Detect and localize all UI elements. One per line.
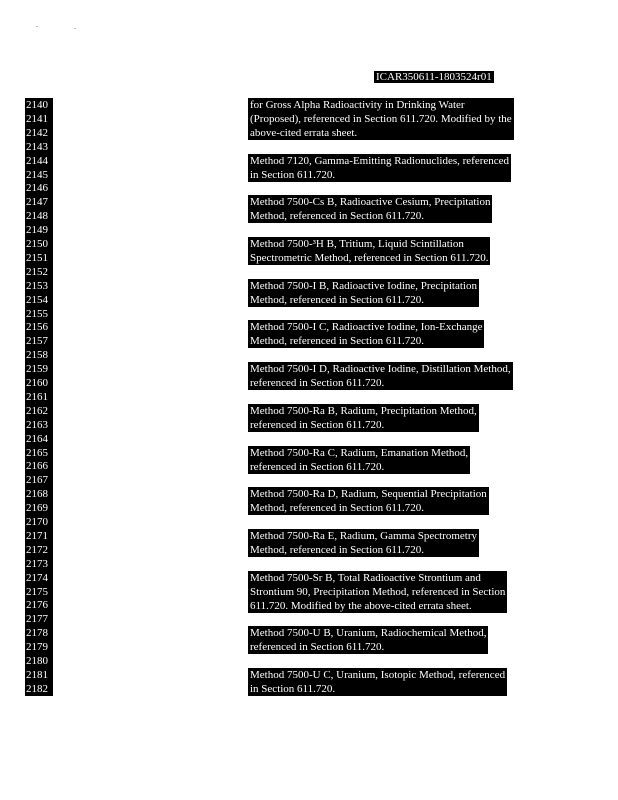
line-number: 2142: [25, 126, 53, 140]
line-number: 2150: [25, 237, 53, 251]
reference-entry: [248, 571, 507, 613]
line-number: 2160: [25, 376, 53, 390]
reference-entry: [248, 279, 479, 307]
entry-line: Method 7500-Ra C, Radium, Emanation Method,: [250, 446, 469, 459]
entry-line: above-cited errata sheet.: [250, 127, 358, 139]
line-number: 2178: [25, 626, 53, 640]
line-number: 2181: [25, 668, 53, 682]
entry-line: Strontium 90, Precipitation Method, referenced in Section: [250, 585, 506, 598]
line-number: 2171: [25, 529, 53, 543]
entry-line: for Gross Alpha Radioactivity in Drinking Water: [250, 99, 465, 111]
reference-entry: [248, 195, 492, 223]
line-number: 2175: [25, 585, 53, 599]
reference-entry: [248, 487, 489, 515]
line-number: 2154: [25, 293, 53, 307]
line-number: 2176: [25, 598, 53, 612]
entry-line: Method, referenced in Section 611.720.: [250, 543, 425, 556]
line-number: 2177: [25, 612, 53, 626]
line-number: 2152: [25, 265, 53, 279]
reference-entry: [248, 98, 514, 140]
entry-line: in Section 611.720.: [250, 168, 336, 181]
document-id-header: ICAR350611-1803524r01: [376, 71, 492, 83]
scan-speck: [74, 28, 76, 29]
line-number: 2151: [25, 251, 53, 265]
entry-line: Method 7500-Ra D, Radium, Sequential Precipitation: [250, 488, 487, 501]
line-number: 2140: [25, 98, 53, 112]
entry-line: Spectrometric Method, referenced in Section 611.720.: [250, 252, 489, 264]
entry-line: Method 7500-U B, Uranium, Radiochemical Method,: [250, 627, 487, 640]
entry-line: Method 7500-Cs B, Radioactive Cesium, Precipitation: [250, 196, 491, 209]
reference-entry: [248, 404, 479, 432]
entry-line: referenced in Section 611.720.: [250, 641, 385, 654]
line-number: 2170: [25, 515, 53, 529]
line-number: 2180: [25, 654, 53, 668]
entry-line: Method 7500-U C, Uranium, Isotopic Method, referenced: [250, 668, 506, 681]
line-number: 2143: [25, 140, 53, 154]
reference-entry: [248, 237, 490, 265]
entry-line: in Section 611.720.: [250, 682, 336, 695]
line-number: 2156: [25, 320, 53, 334]
line-number: 2157: [25, 334, 53, 348]
line-number: 2153: [25, 279, 53, 293]
entry-line: Method 7500-Sr B, Total Radioactive Strontium and: [250, 571, 481, 584]
line-number: 2159: [25, 362, 53, 376]
scan-speck: [36, 26, 38, 27]
line-number: 2146: [25, 181, 53, 195]
line-number: 2147: [25, 195, 53, 209]
entry-line: Method 7500-I C, Radioactive Iodine, Ion-Exchange: [250, 321, 483, 334]
line-number: 2165: [25, 446, 53, 460]
entry-line: Method 7120, Gamma-Emitting Radionuclides, referenced: [250, 154, 510, 167]
entry-line: Method 7500-I D, Radioactive Iodine, Distillation Method,: [250, 363, 511, 376]
line-number: 2169: [25, 501, 53, 515]
reference-entry: [248, 362, 513, 390]
entry-line: 611.720. Modified by the above-cited errata sheet.: [250, 599, 472, 612]
reference-entry: [248, 626, 488, 654]
line-number: 2174: [25, 571, 53, 585]
line-number: 2167: [25, 473, 53, 487]
line-number: 2145: [25, 168, 53, 182]
line-number: 2148: [25, 209, 53, 223]
line-number: 2164: [25, 432, 53, 446]
line-number: 2182: [25, 682, 53, 696]
line-number: 2172: [25, 543, 53, 557]
entry-line: Method, referenced in Section 611.720.: [250, 502, 425, 515]
entry-line: Method 7500-Ra E, Radium, Gamma Spectrometry: [250, 529, 477, 542]
reference-entry: [248, 446, 470, 474]
line-number: 2141: [25, 112, 53, 126]
line-number: 2163: [25, 418, 53, 432]
line-number: 2168: [25, 487, 53, 501]
line-number: 2179: [25, 640, 53, 654]
entry-line: Method 7500-³H B, Tritium, Liquid Scintillation: [250, 238, 464, 250]
entry-line: Method, referenced in Section 611.720.: [250, 335, 425, 348]
entry-line: Method 7500-I B, Radioactive Iodine, Precipitation: [250, 279, 477, 292]
line-number: 2166: [25, 459, 53, 473]
line-number: 2155: [25, 307, 53, 321]
entry-line: referenced in Section 611.720.: [250, 460, 385, 473]
reference-entry: [248, 668, 507, 696]
line-number: 2158: [25, 348, 53, 362]
entry-line: referenced in Section 611.720.: [250, 418, 385, 431]
line-number: 2149: [25, 223, 53, 237]
entry-line: Method, referenced in Section 611.720.: [250, 293, 425, 306]
line-number: 2161: [25, 390, 53, 404]
entry-line: (Proposed), referenced in Section 611.720. Modified by the: [250, 113, 512, 125]
reference-entry: [248, 529, 479, 557]
entry-line: Method 7500-Ra B, Radium, Precipitation Method,: [250, 404, 477, 417]
entry-line: referenced in Section 611.720.: [250, 377, 385, 390]
line-number: 2144: [25, 154, 53, 168]
line-number: 2162: [25, 404, 53, 418]
reference-entry: [248, 320, 484, 348]
line-number: 2173: [25, 557, 53, 571]
entry-line: Method, referenced in Section 611.720.: [250, 210, 425, 223]
reference-entry: [248, 154, 511, 182]
